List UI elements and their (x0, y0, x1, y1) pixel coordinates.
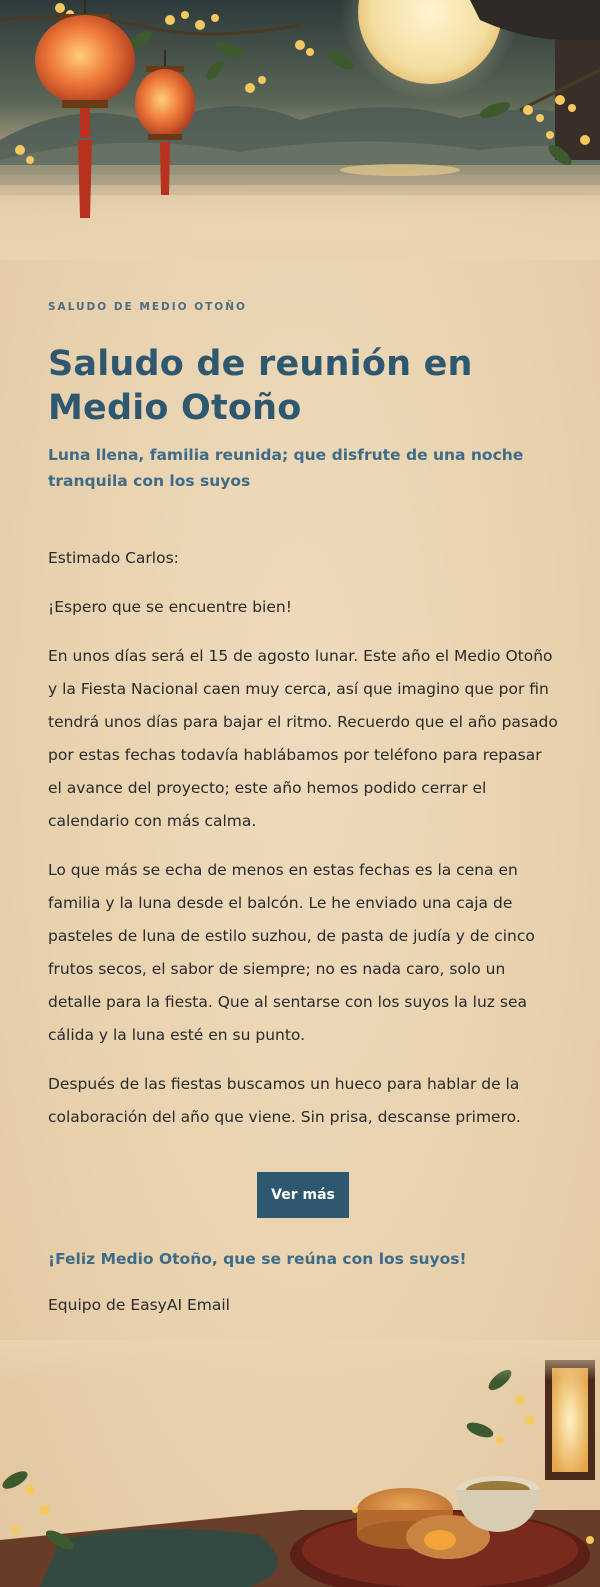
eyebrow-label: SALUDO DE MEDIO OTOÑO (48, 301, 247, 313)
see-more-button[interactable]: Ver más (257, 1172, 349, 1218)
cta-wrapper (48, 1172, 558, 1218)
closing-line: ¡Feliz Medio Otoño, que se reúna con los suyos! (48, 1250, 467, 1268)
email-content (48, 300, 558, 1316)
letter-greeting: Estimado Carlos: (48, 549, 179, 567)
page-title: Saludo de reunión en Medio Otoño (48, 344, 473, 428)
letter-paragraph: ¡Espero que se encuentre bien! (48, 598, 292, 616)
subtitle: Luna llena, familia reunida; que disfrute de una noche tranquila con los suyos (48, 446, 524, 490)
footer-illustration (0, 1340, 600, 1587)
letter-body (48, 542, 558, 1134)
letter-paragraph: Lo que más se echa de menos en estas fechas es la cena en familia y la luna desde el balcón. Le he enviado una caja de pasteles de luna de estilo suzhou, de pasta de judía y de cinco frutos secos, el sabor de siempre; no es nada caro, solo un detalle para la fiesta. Que al sentarse con los suyos la luz sea cálida y la luna esté en su punto. (48, 861, 535, 1044)
letter-paragraph: En unos días será el 15 de agosto lunar. Este año el Medio Otoño y la Fiesta Nacional caen muy cerca, así que imagino que por fin tendrá unos días para bajar el ritmo. Recuerdo que el año pasado por estas fechas todavía hablábamos por teléfono para repasar el avance del proyecto; este año hemos podido cerrar el calendario con más calma. (48, 647, 558, 830)
signature: Equipo de EasyAI Email (48, 1296, 230, 1314)
header-illustration (0, 0, 600, 260)
letter-paragraph: Después de las fiestas buscamos un hueco para hablar de la colaboración del año que viene. Sin prisa, descanse primero. (48, 1075, 521, 1126)
